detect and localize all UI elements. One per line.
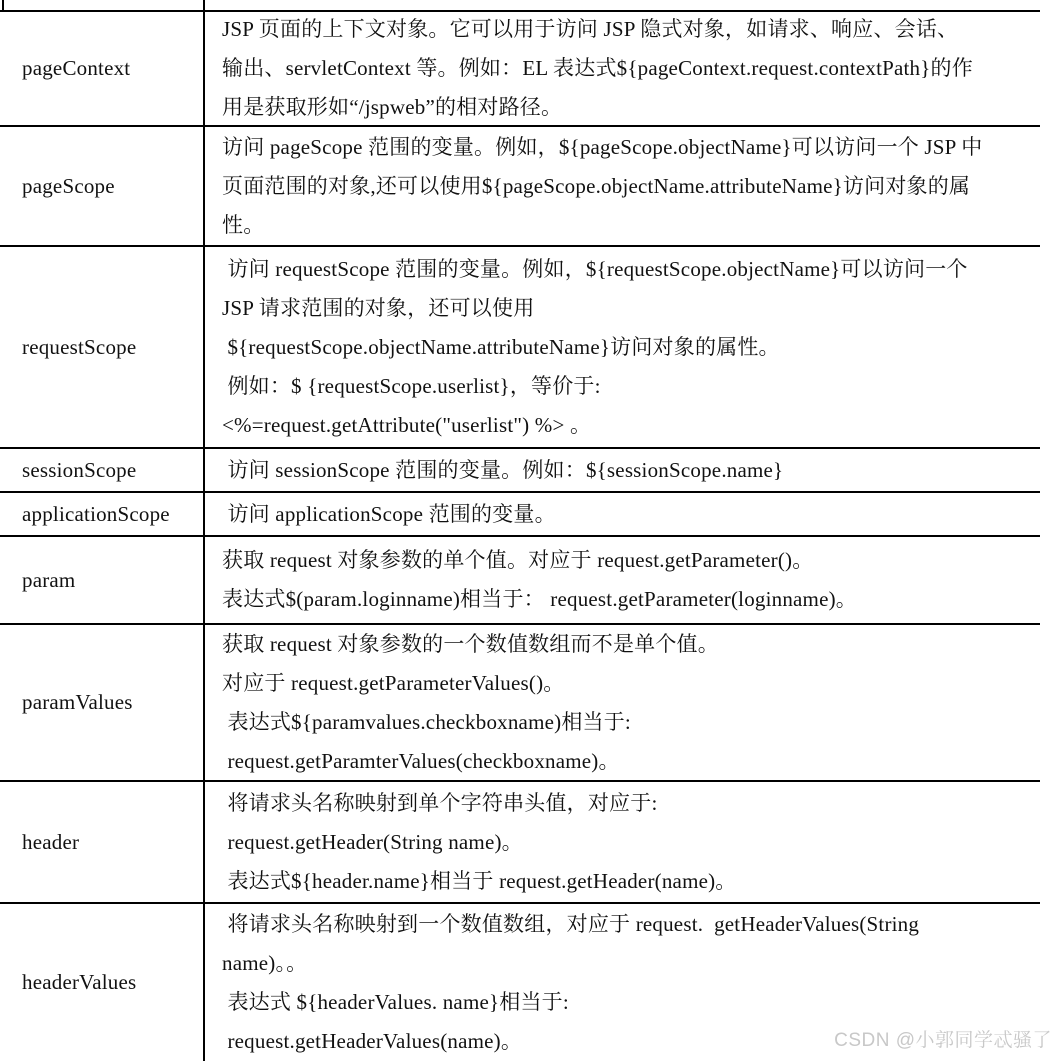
description-line: 页面范围的对象,还可以使用${pageScope.objectName.attributeName}访问对象的属 (222, 173, 971, 198)
description-line: 访问 requestScope 范围的变量。例如，${requestScope.objectName}可以访问一个 (222, 256, 968, 281)
description-line: 将请求头名称映射到单个字符串头值，对应于: (222, 790, 658, 815)
table-row (0, 535, 1040, 623)
table-row (0, 125, 1040, 245)
description-line: 性。 (222, 212, 265, 237)
description-line: 表达式${header.name}相当于 request.getHeader(name)。 (222, 868, 737, 893)
table-left-border-stub (2, 0, 4, 12)
description-line: JSP 页面的上下文对象。它可以用于访问 JSP 隐式对象，如请求、响应、会话、 (222, 17, 959, 41)
table-row (0, 780, 1040, 902)
table-row (0, 447, 1040, 491)
description-cell (203, 625, 1040, 780)
table-rows (0, 10, 1040, 1061)
description-line: 输出、servletContext 等。例如：EL 表达式${pageContext.request.contextPath}的作 (222, 56, 973, 80)
description-cell (203, 12, 1040, 125)
description-line: 例如：$ {requestScope.userlist}，等价于: (222, 373, 601, 398)
description-cell (203, 537, 1040, 623)
description-line: 将请求头名称映射到一个数值数组，对应于 request. getHeaderValues(String (222, 911, 920, 936)
description-line: 对应于 request.getParameterValues()。 (222, 670, 565, 695)
description-line: <%=request.getAttribute("userlist") %> 。 (222, 412, 592, 437)
description-cell (203, 247, 1040, 447)
description-line: 获取 request 对象参数的单个值。对应于 request.getParameter()。 (222, 548, 814, 572)
object-name-cell: param (22, 567, 76, 592)
description-line: request.getParamterValues(checkboxname)。 (222, 748, 620, 773)
description-line: 表达式${paramvalues.checkboxname)相当于: (222, 709, 631, 734)
object-name-cell: pageScope (22, 173, 115, 198)
description-line: JSP 请求范围的对象，还可以使用 (222, 295, 535, 320)
description-line: 访问 sessionScope 范围的变量。例如：${sessionScope.name} (222, 457, 784, 482)
object-name-cell: applicationScope (22, 501, 170, 526)
description-cell (203, 127, 1040, 245)
description-line: 获取 request 对象参数的一个数值数组而不是单个值。 (222, 631, 719, 656)
description-line: request.getHeaderValues(name)。 (222, 1028, 523, 1053)
object-name-cell: paramValues (22, 690, 133, 714)
description-cell (203, 782, 1040, 902)
description-cell (203, 493, 1040, 535)
description-line: ${requestScope.objectName.attributeName}访问对象的属性。 (222, 334, 780, 359)
watermark: CSDN @小郭同学忒骚了 (834, 1030, 1052, 1051)
table-row (0, 10, 1040, 125)
description-line: 用是获取形如“/jspweb”的相对路径。 (222, 95, 563, 119)
object-name-cell: sessionScope (22, 457, 137, 482)
description-line: 表达式 ${headerValues. name}相当于: (222, 989, 569, 1014)
table-column-divider (203, 0, 205, 1061)
object-name-cell: requestScope (22, 334, 137, 359)
table-row (0, 491, 1040, 535)
description-line: 访问 pageScope 范围的变量。例如，${pageScope.objectName}可以访问一个 JSP 中 (222, 134, 983, 159)
table-row (0, 245, 1040, 447)
object-name-cell: headerValues (22, 970, 137, 994)
description-line: 访问 applicationScope 范围的变量。 (222, 501, 556, 526)
description-cell (203, 449, 1040, 491)
description-line: name)。。 (222, 950, 308, 975)
object-name-cell: pageContext (22, 56, 131, 80)
description-line: request.getHeader(String name)。 (222, 829, 523, 854)
table-row (0, 623, 1040, 780)
object-name-cell: header (22, 829, 80, 854)
description-line: 表达式$(param.loginname)相当于： request.getParameter(loginname)。 (222, 587, 857, 611)
